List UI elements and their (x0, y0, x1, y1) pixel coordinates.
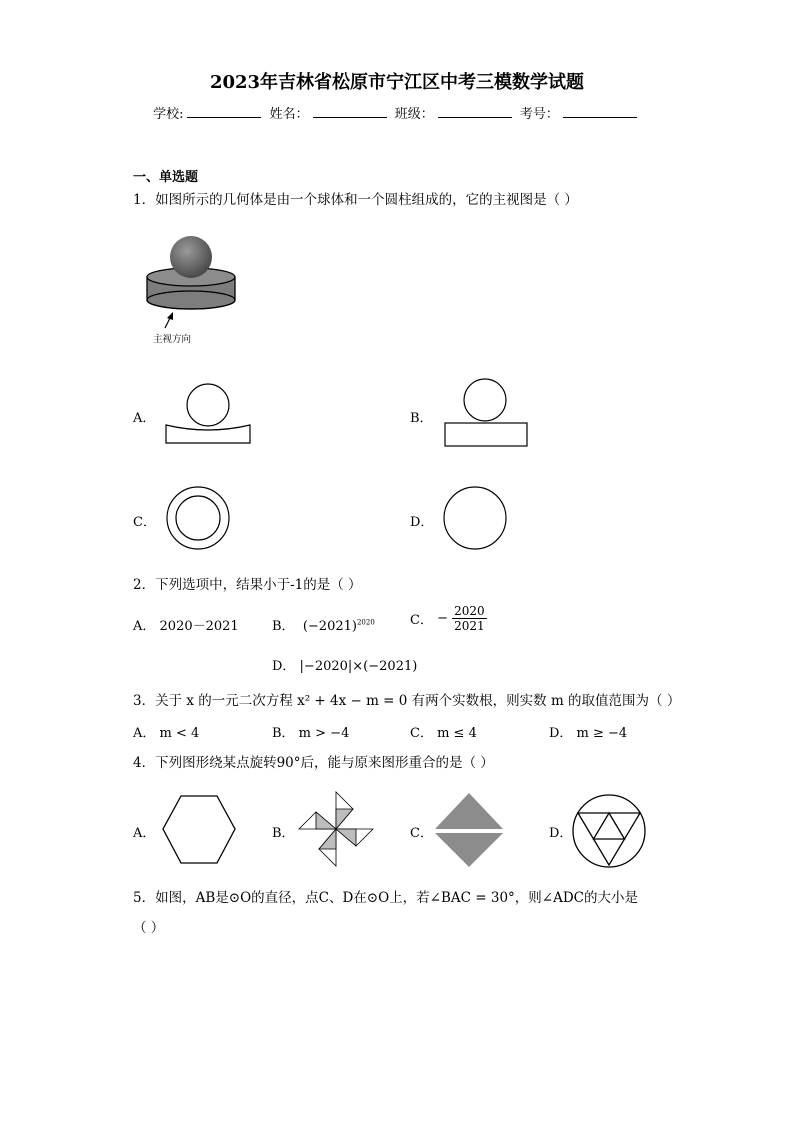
q1-option-c-label[interactable]: C． (133, 515, 156, 530)
q1-option-c-figure[interactable] (166, 486, 230, 550)
exam-no-label: 考号： (519, 107, 559, 122)
q1-option-d-figure[interactable] (443, 486, 507, 550)
q2-option-c-label: C． (410, 613, 433, 628)
q2-option-c-denominator: 2021 (454, 619, 485, 633)
view-direction-caption: 主视方向 (153, 334, 192, 345)
q2-option-c-sign: − (437, 611, 448, 626)
q2-option-b[interactable] (272, 615, 375, 634)
q5-text-line2: （ ） (133, 920, 165, 936)
q4-option-b-label[interactable]: B． (272, 826, 295, 841)
q3-option-c[interactable]: C． m ≤ 4 (410, 726, 477, 741)
name-blank[interactable] (313, 105, 387, 118)
section-heading: 一、单选题 (133, 170, 199, 185)
q2-option-d[interactable]: D． |−2020|×(−2021) (272, 659, 418, 674)
q4-option-c-label[interactable]: C． (410, 826, 433, 841)
q1-option-d-label[interactable]: D． (410, 515, 434, 530)
student-info-line (0, 103, 794, 122)
q5-text-line1: 5．如图，AB是⊙O的直径，点C、D在⊙O上，若∠BAC = 30°，则∠ADC的大小是 (133, 890, 639, 906)
q3-option-a[interactable]: A． m < 4 (133, 726, 200, 741)
q2-option-a[interactable]: A． 2020－2021 (133, 619, 239, 634)
q3-option-b[interactable]: B． m > −4 (272, 726, 350, 741)
page-title: 2023年吉林省松原市宁江区中考三模数学试题 (209, 72, 585, 93)
q1-option-b-figure[interactable] (444, 378, 528, 448)
q2-option-b-exponent: 2020 (356, 618, 375, 627)
class-label: 班级： (394, 107, 434, 122)
q1-option-a-label[interactable]: A． (133, 411, 156, 426)
q2-option-c-numerator: 2020 (454, 604, 485, 618)
q4-option-a-hexagon[interactable] (162, 795, 236, 865)
q2-option-c[interactable] (410, 604, 487, 633)
q3-option-d[interactable]: D． m ≥ −4 (549, 726, 628, 741)
q2-option-c-fraction (452, 604, 487, 633)
q4-option-a-label[interactable]: A． (133, 826, 156, 841)
exam-no-blank[interactable] (563, 105, 637, 118)
class-blank[interactable] (438, 105, 512, 118)
q2-option-b-base: (−2021) (302, 619, 357, 634)
q4-text: 4．下列图形绕某点旋转90°后，能与原来图形重合的是（ ） (133, 755, 494, 771)
q4-option-d-label[interactable]: D． (549, 826, 573, 841)
q1-text: 1．如图所示的几何体是由一个球体和一个圆柱组成的，它的主视图是（ ） (133, 192, 578, 208)
q2-option-b-label: B． (272, 619, 295, 634)
q4-option-d-circle-triangles[interactable] (572, 794, 646, 868)
q1-option-a-figure[interactable] (165, 383, 251, 445)
name-label: 姓名： (269, 107, 309, 122)
q1-option-b-label[interactable]: B． (410, 411, 433, 426)
q3-text: 3．关于 x 的一元二次方程 x² + 4x − m = 0 有两个实数根，则实数 m 的取值范围为（ ） (133, 693, 681, 709)
school-label: 学校: (153, 107, 184, 122)
school-blank[interactable] (187, 105, 261, 118)
q4-option-b-pinwheel[interactable] (297, 790, 375, 868)
q4-option-c-diamond[interactable] (433, 792, 505, 868)
q2-text: 2．下列选项中，结果小于-1的是（ ） (133, 577, 362, 593)
